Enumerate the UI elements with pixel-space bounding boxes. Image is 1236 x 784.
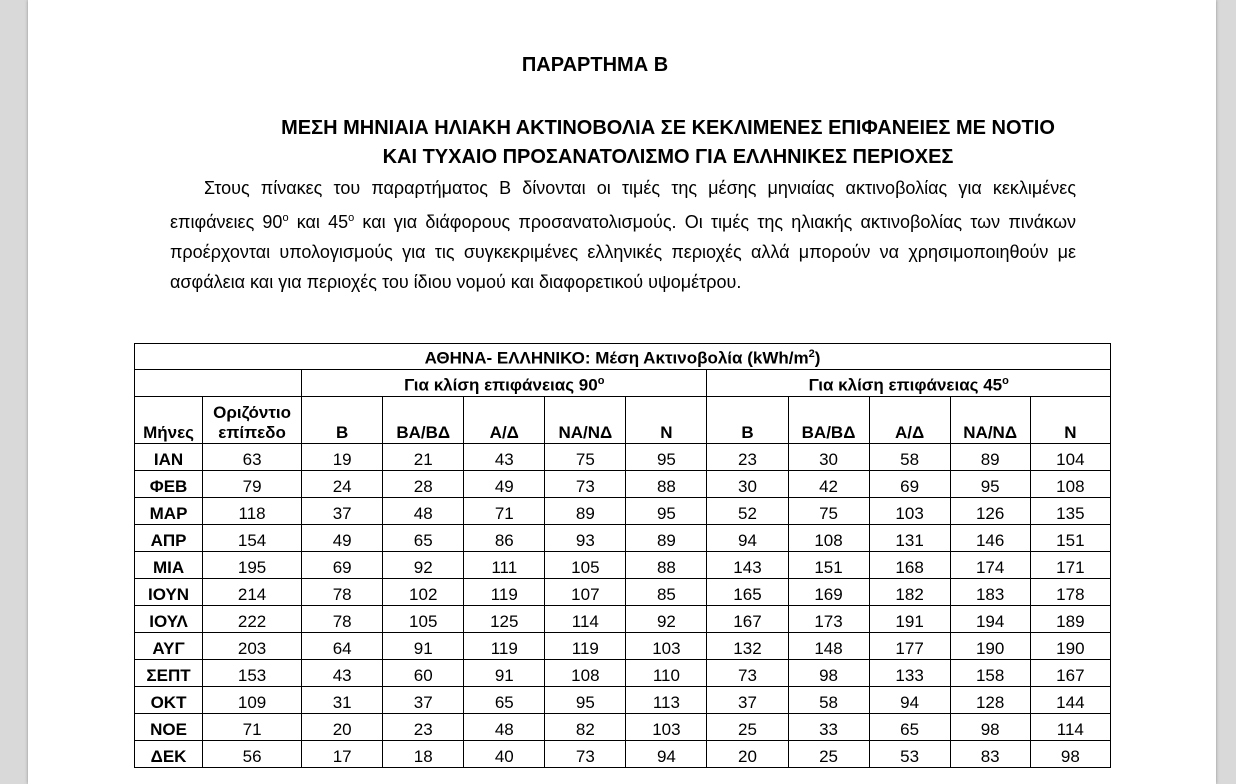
- value-cell: 119: [464, 633, 545, 660]
- value-cell: 53: [869, 741, 950, 768]
- annex-title: ΠΑΡΑΡΤΗΜΑ Β: [521, 54, 669, 76]
- value-cell: 146: [950, 525, 1030, 552]
- group-spacer: [135, 370, 302, 397]
- main-title-line2: ΚΑΙ ΤΥΧΑΙΟ ΠΡΟΣΑΝΑΤΟΛΙΣΜΟ ΓΙΑ ΕΛΛΗΝΙΚΕΣ ΠΕΡΙΟΧΕΣ: [382, 146, 954, 168]
- value-cell: 114: [1030, 714, 1110, 741]
- value-cell: 183: [950, 579, 1030, 606]
- table-row: [135, 606, 1111, 633]
- value-cell: 108: [1030, 471, 1110, 498]
- value-cell: 167: [1030, 660, 1110, 687]
- value-cell: 95: [950, 471, 1030, 498]
- value-cell: 151: [1030, 525, 1110, 552]
- value-cell: 118: [203, 498, 302, 525]
- value-cell: 148: [788, 633, 869, 660]
- value-cell: 20: [302, 714, 383, 741]
- value-cell: 133: [869, 660, 950, 687]
- value-cell: 222: [203, 606, 302, 633]
- value-cell: 40: [464, 741, 545, 768]
- value-cell: 49: [302, 525, 383, 552]
- value-cell: 214: [203, 579, 302, 606]
- value-cell: 95: [626, 444, 707, 471]
- month-cell: ΑΠΡ: [135, 525, 203, 552]
- column-header: ΝΑ/ΝΔ: [545, 397, 626, 444]
- value-cell: 169: [788, 579, 869, 606]
- month-cell: ΜΑΡ: [135, 498, 203, 525]
- value-cell: 103: [626, 714, 707, 741]
- table-row: [135, 498, 1111, 525]
- value-cell: 69: [302, 552, 383, 579]
- month-cell: ΜΙΑ: [135, 552, 203, 579]
- value-cell: 98: [1030, 741, 1110, 768]
- intro-paragraph: [170, 173, 1076, 297]
- value-cell: 30: [788, 444, 869, 471]
- value-cell: 144: [1030, 687, 1110, 714]
- value-cell: 23: [707, 444, 788, 471]
- column-header-months: Μήνες: [135, 397, 203, 444]
- value-cell: 86: [464, 525, 545, 552]
- table-row: [135, 714, 1111, 741]
- value-cell: 203: [203, 633, 302, 660]
- value-cell: 153: [203, 660, 302, 687]
- value-cell: 17: [302, 741, 383, 768]
- group-header-90: Για κλίση επιφάνειας $90^o$: [302, 370, 707, 397]
- main-title-line1: ΜΕΣΗ ΜΗΝΙΑΙΑ ΗΛΙΑΚΗ ΑΚΤΙΝΟΒΟΛΙΑ ΣΕ ΚΕΚΛΙΜΕΝΕΣ ΕΠΙΦΑΝΕΙΕΣ ΜΕ ΝΟΤΙΟ: [281, 117, 1055, 139]
- column-header: Β: [302, 397, 383, 444]
- value-cell: 89: [626, 525, 707, 552]
- value-cell: 89: [950, 444, 1030, 471]
- month-cell: ΙΟΥΛ: [135, 606, 203, 633]
- table-row: [135, 687, 1111, 714]
- value-cell: 102: [383, 579, 464, 606]
- value-cell: 31: [302, 687, 383, 714]
- value-cell: 94: [707, 525, 788, 552]
- table-row: [135, 471, 1111, 498]
- value-cell: 105: [383, 606, 464, 633]
- value-cell: 125: [464, 606, 545, 633]
- value-cell: 33: [788, 714, 869, 741]
- value-cell: 98: [950, 714, 1030, 741]
- value-cell: 154: [203, 525, 302, 552]
- table-row: [135, 579, 1111, 606]
- column-header: Β: [707, 397, 788, 444]
- value-cell: 165: [707, 579, 788, 606]
- value-cell: 195: [203, 552, 302, 579]
- value-cell: 82: [545, 714, 626, 741]
- value-cell: 119: [464, 579, 545, 606]
- value-cell: 89: [545, 498, 626, 525]
- value-cell: 93: [545, 525, 626, 552]
- month-cell: ΟΚΤ: [135, 687, 203, 714]
- value-cell: 49: [464, 471, 545, 498]
- value-cell: 114: [545, 606, 626, 633]
- value-cell: 135: [1030, 498, 1110, 525]
- column-header-row: [135, 397, 1111, 444]
- value-cell: 111: [464, 552, 545, 579]
- value-cell: 178: [1030, 579, 1110, 606]
- intro-text-2: και 45: [288, 212, 349, 232]
- value-cell: 28: [383, 471, 464, 498]
- value-cell: 131: [869, 525, 950, 552]
- value-cell: 182: [869, 579, 950, 606]
- value-cell: 42: [788, 471, 869, 498]
- value-cell: 177: [869, 633, 950, 660]
- value-cell: 20: [707, 741, 788, 768]
- group-header-45: Για κλίση επιφάνειας $45^o$: [707, 370, 1111, 397]
- month-cell: ΙΑΝ: [135, 444, 203, 471]
- value-cell: 48: [464, 714, 545, 741]
- month-cell: ΑΥΓ: [135, 633, 203, 660]
- column-header: Α/Δ: [464, 397, 545, 444]
- value-cell: 103: [869, 498, 950, 525]
- value-cell: 191: [869, 606, 950, 633]
- value-cell: 48: [383, 498, 464, 525]
- value-cell: 171: [1030, 552, 1110, 579]
- value-cell: 43: [464, 444, 545, 471]
- main-title: [128, 114, 1208, 172]
- value-cell: 95: [545, 687, 626, 714]
- month-cell: ΣΕΠΤ: [135, 660, 203, 687]
- month-cell: ΔΕΚ: [135, 741, 203, 768]
- value-cell: 128: [950, 687, 1030, 714]
- value-cell: 64: [302, 633, 383, 660]
- value-cell: 71: [203, 714, 302, 741]
- column-header: Ν: [1030, 397, 1110, 444]
- value-cell: 24: [302, 471, 383, 498]
- value-cell: 37: [707, 687, 788, 714]
- column-header: ΒΑ/ΒΔ: [383, 397, 464, 444]
- value-cell: 94: [626, 741, 707, 768]
- value-cell: 30: [707, 471, 788, 498]
- value-cell: 98: [788, 660, 869, 687]
- value-cell: 58: [788, 687, 869, 714]
- column-header: Ν: [626, 397, 707, 444]
- value-cell: 132: [707, 633, 788, 660]
- value-cell: 108: [788, 525, 869, 552]
- value-cell: 189: [1030, 606, 1110, 633]
- value-cell: 113: [626, 687, 707, 714]
- intro-text-1: Στους πίνακες του παραρτήματος Β δίνονται οι τιμές της μέσης μηνιαίας ακτινοβολίας για κεκλιμένες επιφάνειες 90: [170, 178, 1076, 232]
- document-page: [28, 0, 1216, 784]
- value-cell: 88: [626, 552, 707, 579]
- value-cell: 83: [950, 741, 1030, 768]
- value-cell: 23: [383, 714, 464, 741]
- value-cell: 37: [302, 498, 383, 525]
- value-cell: 126: [950, 498, 1030, 525]
- value-cell: 190: [950, 633, 1030, 660]
- radiation-table: [134, 343, 1111, 768]
- value-cell: 78: [302, 579, 383, 606]
- value-cell: 73: [545, 741, 626, 768]
- column-header: ΝΑ/ΝΔ: [950, 397, 1030, 444]
- value-cell: 73: [545, 471, 626, 498]
- table-title: ΑΘΗΝΑ- ΕΛΛΗΝΙΚΟ: Μέση Ακτινοβολία $(kWh/m^2)$: [135, 344, 1111, 370]
- intro-degree-2: ο: [348, 212, 355, 224]
- value-cell: 56: [203, 741, 302, 768]
- value-cell: 73: [707, 660, 788, 687]
- value-cell: 167: [707, 606, 788, 633]
- value-cell: 143: [707, 552, 788, 579]
- value-cell: 65: [464, 687, 545, 714]
- value-cell: 65: [869, 714, 950, 741]
- value-cell: 63: [203, 444, 302, 471]
- value-cell: 158: [950, 660, 1030, 687]
- value-cell: 65: [383, 525, 464, 552]
- month-cell: ΝΟΕ: [135, 714, 203, 741]
- table-row: [135, 660, 1111, 687]
- value-cell: 91: [383, 633, 464, 660]
- value-cell: 60: [383, 660, 464, 687]
- table-row: [135, 552, 1111, 579]
- table-row: [135, 525, 1111, 552]
- value-cell: 69: [869, 471, 950, 498]
- value-cell: 79: [203, 471, 302, 498]
- value-cell: 174: [950, 552, 1030, 579]
- value-cell: 190: [1030, 633, 1110, 660]
- value-cell: 104: [1030, 444, 1110, 471]
- value-cell: 75: [788, 498, 869, 525]
- value-cell: 37: [383, 687, 464, 714]
- table-row: [135, 633, 1111, 660]
- intro-degree-1: ο: [282, 212, 289, 224]
- value-cell: 110: [626, 660, 707, 687]
- column-header: Οριζόντιο επίπεδο: [203, 397, 302, 444]
- value-cell: 109: [203, 687, 302, 714]
- value-cell: 151: [788, 552, 869, 579]
- value-cell: 88: [626, 471, 707, 498]
- value-cell: 119: [545, 633, 626, 660]
- value-cell: 25: [707, 714, 788, 741]
- value-cell: 95: [626, 498, 707, 525]
- value-cell: 94: [869, 687, 950, 714]
- month-cell: ΦΕΒ: [135, 471, 203, 498]
- month-cell: ΙΟΥΝ: [135, 579, 203, 606]
- intro-text-3: και για διάφορους προσανατολισμούς. Οι τιμές της ηλιακής ακτινοβολίας των πινάκων προέρχονται υπολογισμούς για τις συγκεκριμένες ελληνικές περιοχές αλλά μπορούν να χρησιμοποιηθούν με ασφάλεια και για περιοχές του ίδιου νομού και διαφορετικού υψομέτρου.: [170, 212, 1077, 292]
- value-cell: 71: [464, 498, 545, 525]
- value-cell: 18: [383, 741, 464, 768]
- value-cell: 78: [302, 606, 383, 633]
- value-cell: 108: [545, 660, 626, 687]
- value-cell: 85: [626, 579, 707, 606]
- value-cell: 21: [383, 444, 464, 471]
- value-cell: 105: [545, 552, 626, 579]
- value-cell: 52: [707, 498, 788, 525]
- value-cell: 168: [869, 552, 950, 579]
- value-cell: 107: [545, 579, 626, 606]
- value-cell: 103: [626, 633, 707, 660]
- value-cell: 173: [788, 606, 869, 633]
- table-body: [135, 444, 1111, 768]
- column-header: ΒΑ/ΒΔ: [788, 397, 869, 444]
- column-header: Α/Δ: [869, 397, 950, 444]
- value-cell: 75: [545, 444, 626, 471]
- value-cell: 91: [464, 660, 545, 687]
- value-cell: 43: [302, 660, 383, 687]
- table-row: [135, 444, 1111, 471]
- value-cell: 58: [869, 444, 950, 471]
- value-cell: 25: [788, 741, 869, 768]
- value-cell: 92: [383, 552, 464, 579]
- value-cell: 92: [626, 606, 707, 633]
- table-row: [135, 741, 1111, 768]
- value-cell: 19: [302, 444, 383, 471]
- value-cell: 194: [950, 606, 1030, 633]
